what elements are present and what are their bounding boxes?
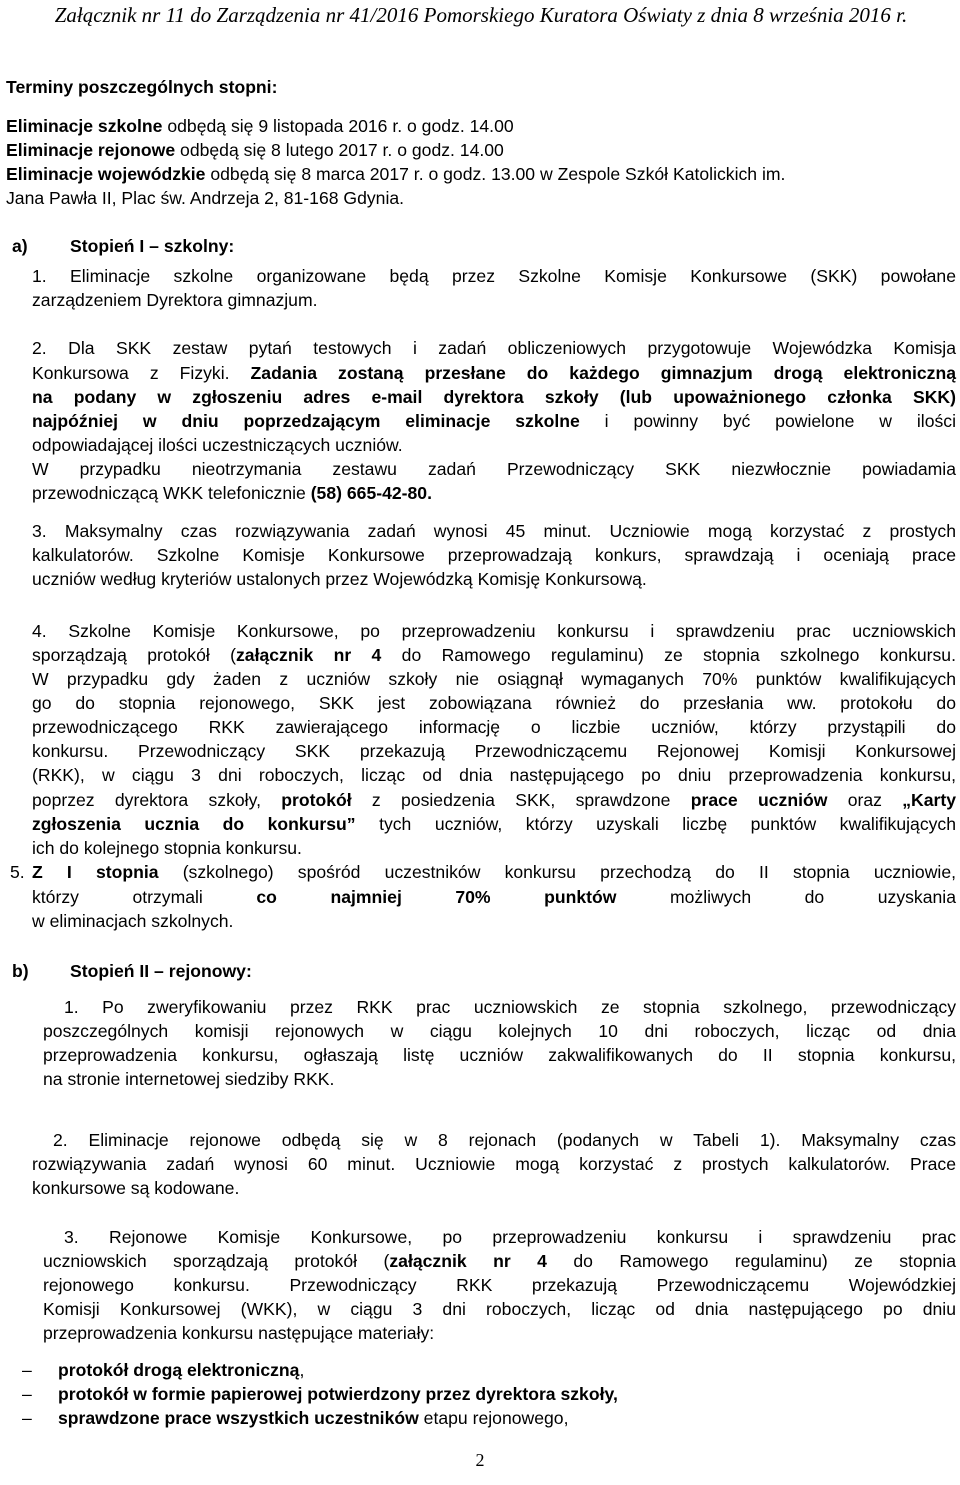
- section-b-marker: b): [12, 961, 29, 981]
- term-regional: Eliminacje rejonowe odbędą się 8 lutego 2017 r. o godz. 14.00: [6, 140, 504, 160]
- document-header: Załącznik nr 11 do Zarządzenia nr 41/2016 Pomorskiego Kuratora Oświaty z dnia 8 września 2016 r.: [54, 3, 908, 27]
- a-p3-line3: uczniów według kryteriów ustalonych przez Wojewódzką Komisję Konkursową.: [32, 569, 647, 589]
- a-p2-line3: na podany w zgłoszeniu adres e-mail dyrektora szkoły (lub upoważnionego członka SKK): [32, 387, 956, 407]
- a-p4-line7: (RKK), w ciągu 3 dni roboczych, licząc od dnia następującego po dniu przeprowadzenia konkursu,: [32, 765, 956, 785]
- a-p4-line8: poprzez dyrektora szkoły, protokół z posiedzenia SKK, sprawdzone prace uczniów oraz „Karty: [32, 790, 956, 810]
- a-p4-line1: 4. Szkolne Komisje Konkursowe, po przeprowadzeniu konkursu i sprawdzeniu prac uczniowskich: [32, 621, 956, 641]
- b-p3-line1: 3. Rejonowe Komisje Konkursowe, po przeprowadzeniu konkursu i sprawdzeniu prac: [64, 1227, 956, 1247]
- term-location: Jana Pawła II, Plac św. Andrzeja 2, 81-168 Gdynia.: [6, 188, 405, 208]
- a-p4-line6: konkursu. Przewodniczący SKK przekazują Przewodniczącemu Rejonowej Komisji Konkursowej: [32, 741, 956, 761]
- a-p1-line2: zarządzeniem Dyrektora gimnazjum.: [32, 290, 318, 310]
- b-p2-line2: rozwiązywania zadań wynosi 60 minut. Uczniowie mogą korzystać z prostych kalkulatorów. Prace: [32, 1154, 956, 1174]
- b-p2-line3: konkursowe są kodowane.: [32, 1178, 240, 1198]
- a-p2-line6: W przypadku nieotrzymania zestawu zadań Przewodniczący SKK niezwłocznie powiadamia: [32, 459, 956, 479]
- a-p4-line10: ich do kolejnego stopnia konkursu.: [32, 838, 302, 858]
- list-item: sprawdzone prace wszystkich uczestników etapu rejonowego,: [58, 1408, 569, 1428]
- a-p3-line2: kalkulatorów. Szkolne Komisje Konkursowe przeprowadzają konkurs, sprawdzają i oceniają prace: [32, 545, 956, 565]
- a-p5-line3: w eliminacjach szkolnych.: [32, 911, 234, 931]
- a-p4-line9: zgłoszenia uczniа do konkursu” tych uczniów, którzy uzyskali liczbę punktów kwalifikujących: [32, 814, 957, 834]
- a-p4-line3: W przypadku gdy żaden z uczniów szkoły nie osiągnął wymaganych 70% punktów kwalifikujących: [32, 669, 956, 689]
- section-b-title: Stopień II – rejonowy:: [70, 961, 252, 981]
- term-voivodeship: Eliminacje wojewódzkie odbędą się 8 marca 2017 r. o godz. 13.00 w Zespole Szkół Katolickich im.: [6, 164, 786, 184]
- a-p2-line7: przewodniczącą WKK telefonicznie (58) 665-42-80.: [32, 483, 432, 503]
- page-number: 2: [475, 1450, 485, 1470]
- a-p2-line5: odpowiadającej ilości uczestniczących uczniów.: [32, 435, 403, 455]
- terms-title: Terminy poszczególnych stopni:: [6, 77, 278, 97]
- list-item: protokół w formie papierowej potwierdzony przez dyrektora szkoły,: [58, 1384, 618, 1404]
- b-p2-line1: 2. Eliminacje rejonowe odbędą się w 8 rejonach (podanych w Tabeli 1). Maksymalny czas: [53, 1130, 956, 1150]
- a-p2-line4: najpóźniej w dniu poprzedzającym eliminacje szkolne i powinny być powielone w ilości: [32, 411, 956, 431]
- b-p3-line4: Komisji Konkursowej (WKK), w ciągu 3 dni roboczych, licząc od dnia następującego po dniu: [43, 1299, 956, 1319]
- b-p1-line2: poszczególnych komisji rejonowych w ciągu kolejnych 10 dni roboczych, licząc od dnia: [43, 1021, 956, 1041]
- b-p3-line3: rejonowego konkursu. Przewodniczący RKK przekazują Przewodniczącemu Wojewódzkiej: [43, 1275, 956, 1295]
- a-p1-line1: 1. Eliminacje szkolne organizowane będą przez Szkolne Komisje Konkursowe (SKK) powołane: [32, 266, 956, 286]
- b-p1-line4: na stronie internetowej siedziby RKK.: [43, 1069, 335, 1089]
- list-dash: –: [22, 1408, 32, 1428]
- a-p5-line1: Z I stopnia (szkolnego) spośród uczestników konkursu przechodzą do II stopnia uczniowie,: [32, 862, 956, 882]
- a-p5-number: 5.: [10, 862, 25, 882]
- b-p1-line3: przeprowadzenia konkursu, ogłaszają listę uczniów zakwalifikowanych do II stopnia konkursu,: [43, 1045, 956, 1065]
- a-p4-line2: sporządzają protokół (załącznik nr 4 do Ramowego regulaminu) ze stopnia szkolnego konkursu.: [32, 645, 956, 665]
- section-a-marker: a): [12, 236, 28, 256]
- list-dash: –: [22, 1384, 32, 1404]
- term-school: Eliminacje szkolne odbędą się 9 listopada 2016 r. o godz. 14.00: [6, 116, 514, 136]
- a-p4-line5: przewodniczącego RKK zawierającego informację o liczbie uczniów, którzy przystąpili do: [32, 717, 956, 737]
- b-p3-line2: uczniowskich sporządzają protokół (załącznik nr 4 do Ramowego regulaminu) ze stopnia: [43, 1251, 956, 1271]
- list-item: protokół drogą elektroniczną,: [58, 1360, 305, 1380]
- list-dash: –: [22, 1360, 32, 1380]
- a-p5-line2: którzy otrzymali co najmniej 70% punktów możliwych do uzyskania: [32, 887, 956, 907]
- section-a-title: Stopień I – szkolny:: [70, 236, 235, 256]
- a-p2-line1: 2. Dla SKK zestaw pytań testowych i zadań obliczeniowych przygotowuje Wojewódzka Komisja: [32, 338, 956, 358]
- b-p1-line1: 1. Po zweryfikowaniu przez RKK prac uczniowskich ze stopnia szkolnego, przewodniczący: [64, 997, 956, 1017]
- a-p2-line2: Konkursowa z Fizyki. Zadania zostaną przesłane do każdego gimnazjum drogą elektroniczną: [32, 363, 956, 383]
- a-p4-line4: go do stopnia rejonowego, SKK jest zobowiązana również do przesłania ww. protokołu do: [32, 693, 956, 713]
- a-p3-line1: 3. Maksymalny czas rozwiązywania zadań wynosi 45 minut. Uczniowie mogą korzystać z prostych: [32, 521, 956, 541]
- b-p3-line5: przeprowadzenia konkursu następujące materiały:: [43, 1323, 435, 1343]
